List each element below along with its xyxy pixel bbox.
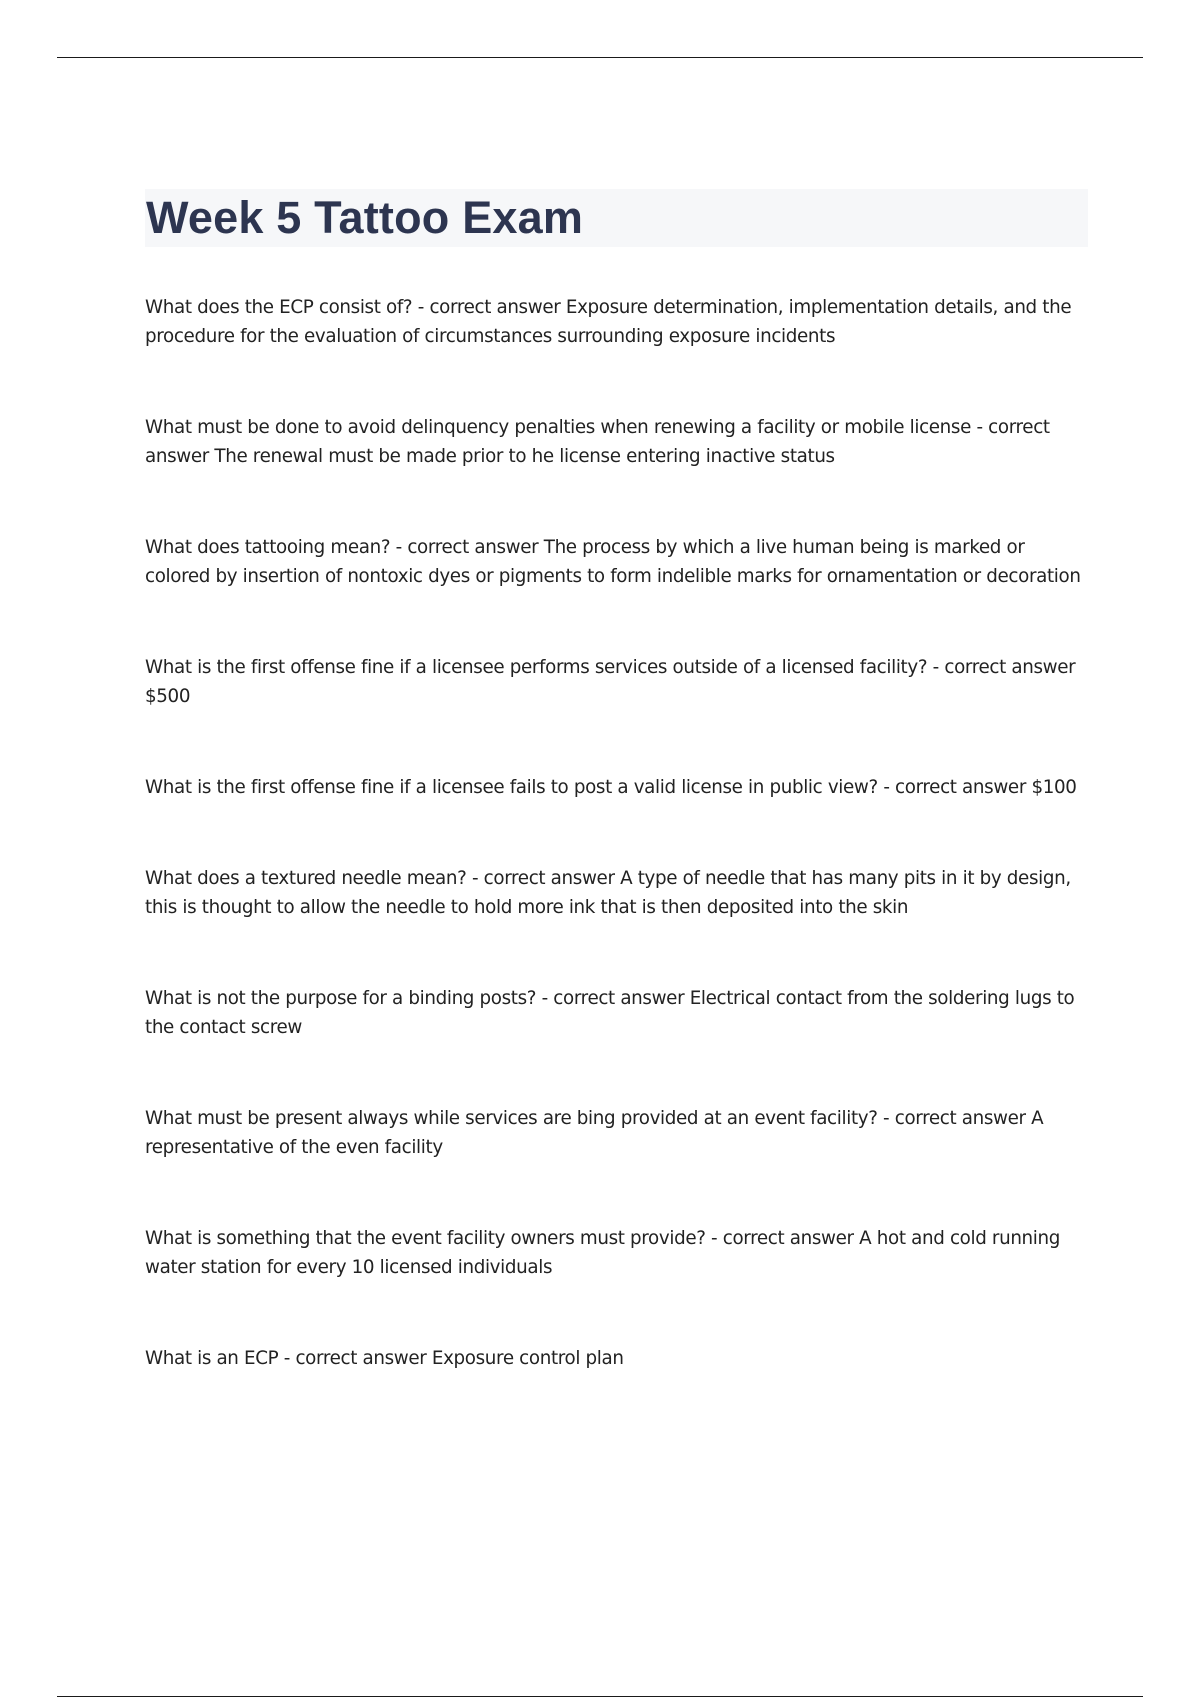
qa-item: What is something that the event facility owners must provide? - correct answer A hot and cold running water station for every 10 licensed individuals	[145, 1228, 1061, 1278]
qa-item: What is not the purpose for a binding posts? - correct answer Electrical contact from the soldering lugs to the contact screw	[145, 988, 1075, 1038]
qa-item: What does tattooing mean? - correct answer The process by which a live human being is marked or colored by insertion of nontoxic dyes or pigments to form indelible marks for ornamentation or decoration	[145, 537, 1081, 587]
question-answer-list	[145, 293, 1090, 1373]
page-title: Week 5 Tattoo Exam	[146, 192, 584, 243]
top-divider	[57, 57, 1143, 58]
qa-item: What must be done to avoid delinquency penalties when renewing a facility or mobile license - correct answer The renewal must be made prior to he license entering inactive status	[145, 417, 1050, 467]
qa-item: What is the first offense fine if a licensee performs services outside of a licensed facility? - correct answer $500	[145, 657, 1076, 707]
qa-item: What does a textured needle mean? - correct answer A type of needle that has many pits in it by design, this is thought to allow the needle to hold more ink that is then deposited into the skin	[145, 868, 1071, 918]
qa-item: What must be present always while services are bing provided at an event facility? - correct answer A representative of the even facility	[145, 1108, 1044, 1158]
qa-item: What does the ECP consist of? - correct answer Exposure determination, implementation details, and the procedure for the evaluation of circumstances surrounding exposure incidents	[145, 297, 1072, 347]
qa-item: What is the first offense fine if a licensee fails to post a valid license in public view? - correct answer $100	[145, 777, 1077, 798]
qa-item: What is an ECP - correct answer Exposure control plan	[145, 1348, 624, 1369]
bottom-divider	[57, 1696, 1143, 1697]
